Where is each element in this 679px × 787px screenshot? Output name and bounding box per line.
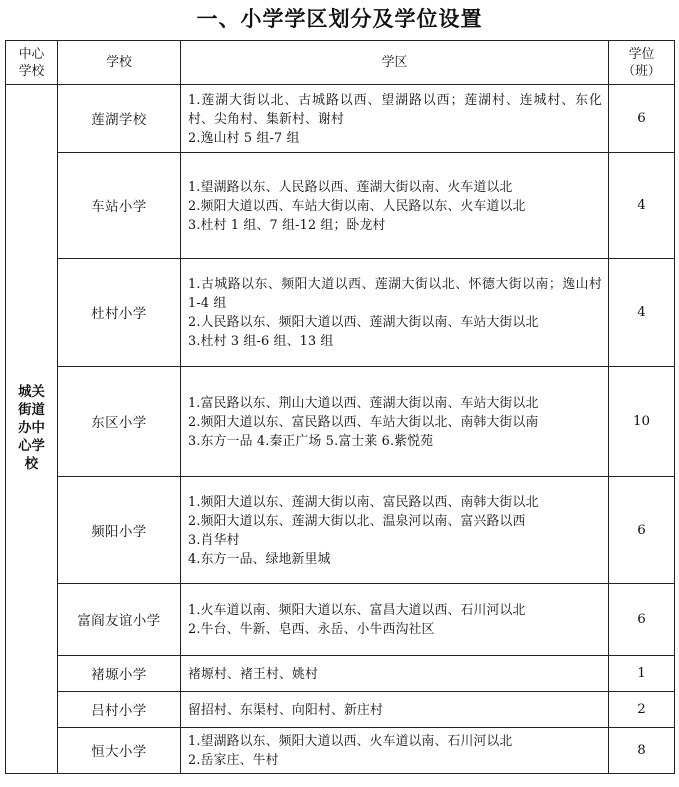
district-line: 留招村、东渠村、向阳村、新庄村 [188, 702, 383, 718]
table-row [6, 692, 675, 728]
school-name: 频阳小学 [58, 477, 181, 584]
seat-count: 1 [609, 656, 675, 692]
school-district-table [5, 40, 675, 774]
school-name: 吕村小学 [58, 692, 181, 728]
table-row [6, 477, 675, 584]
district-line: 1.富民路以东、荆山大道以西、莲湖大街以南、车站大街以北 [188, 395, 539, 411]
district-description [181, 656, 609, 692]
district-line: 2.频阳大道以东、富民路以西、车站大街以北、南韩大街以南 [188, 414, 539, 430]
district-description [181, 692, 609, 728]
table-row [6, 259, 675, 367]
table-row [6, 656, 675, 692]
district-line: 2.岳家庄、牛村 [188, 753, 279, 768]
district-line: 1.古城路以东、频阳大道以西、莲湖大街以北、怀德大街以南；逸山村 1-4 组 [188, 277, 602, 311]
page-title: 一、小学学区划分及学位设置 [196, 7, 483, 31]
header-school: 学校 [58, 41, 181, 85]
district-description [181, 85, 609, 153]
header-district: 学区 [181, 41, 609, 85]
district-description [181, 728, 609, 774]
district-line: 2.频阳大道以东、莲湖大街以北、温泉河以南、富兴路以西 [188, 513, 526, 529]
school-name: 杜村小学 [58, 259, 181, 367]
district-description [181, 477, 609, 584]
district-line: 1.火车道以南、频阳大道以东、富昌大道以西、石川河以北 [188, 603, 526, 618]
school-name: 富阎友谊小学 [58, 584, 181, 656]
district-line: 4.东方一品、绿地新里城 [188, 551, 331, 567]
district-line: 2.人民路以东、频阳大道以西、莲湖大街以南、车站大街以北 [188, 315, 539, 330]
district-description [181, 584, 609, 656]
district-line: 3.东方一品 4.秦正广场 5.富士莱 6.紫悦苑 [188, 433, 434, 449]
school-name: 莲湖学校 [58, 85, 181, 153]
district-line: 2.逸山村 5 组-7 组 [188, 130, 300, 146]
district-line: 3.杜村 3 组-6 组、13 组 [188, 334, 334, 349]
table-row [6, 584, 675, 656]
district-description [181, 367, 609, 477]
district-line: 1.望湖路以东、人民路以西、莲湖大街以南、火车道以北 [188, 179, 513, 195]
school-name: 恒大小学 [58, 728, 181, 774]
seat-count: 2 [609, 692, 675, 728]
district-line: 2.频阳大道以西、车站大街以南、人民路以东、火车道以北 [188, 198, 526, 214]
seat-count: 4 [609, 259, 675, 367]
school-name: 车站小学 [58, 153, 181, 259]
seat-count: 6 [609, 477, 675, 584]
district-line: 2.牛台、牛新、皂西、永岳、小牛西沟社区 [188, 622, 435, 637]
district-line: 1.望湖路以东、频阳大道以西、火车道以南、石川河以北 [188, 734, 513, 749]
district-line: 3.杜村 1 组、7 组-12 组；卧龙村 [188, 217, 386, 233]
center-school-cell [6, 85, 58, 774]
district-line: 3.肖华村 [188, 532, 240, 548]
center-school-name: 城关街道办中心学校 [18, 385, 45, 472]
school-name: 褚塬小学 [58, 656, 181, 692]
seat-count: 6 [609, 85, 675, 153]
table-header-row [6, 41, 675, 85]
seat-count: 4 [609, 153, 675, 259]
district-line: 1.频阳大道以东、莲湖大街以南、富民路以西、南韩大街以北 [188, 494, 539, 510]
seat-count: 8 [609, 728, 675, 774]
district-line: 褚塬村、褚王村、姚村 [188, 666, 318, 682]
header-center-school: 中心学校 [6, 41, 58, 85]
seat-count: 6 [609, 584, 675, 656]
table-row [6, 85, 675, 153]
seat-count: 10 [609, 367, 675, 477]
header-seats: 学位（班） [609, 41, 675, 85]
school-name: 东区小学 [58, 367, 181, 477]
district-line: 1.莲湖大街以北、古城路以西、望湖路以西；莲湖村、连城村、东化村、尖角村、集新村、谢村 [188, 92, 602, 127]
table-row [6, 153, 675, 259]
table-row [6, 728, 675, 774]
district-description [181, 153, 609, 259]
table-row [6, 367, 675, 477]
district-description [181, 259, 609, 367]
